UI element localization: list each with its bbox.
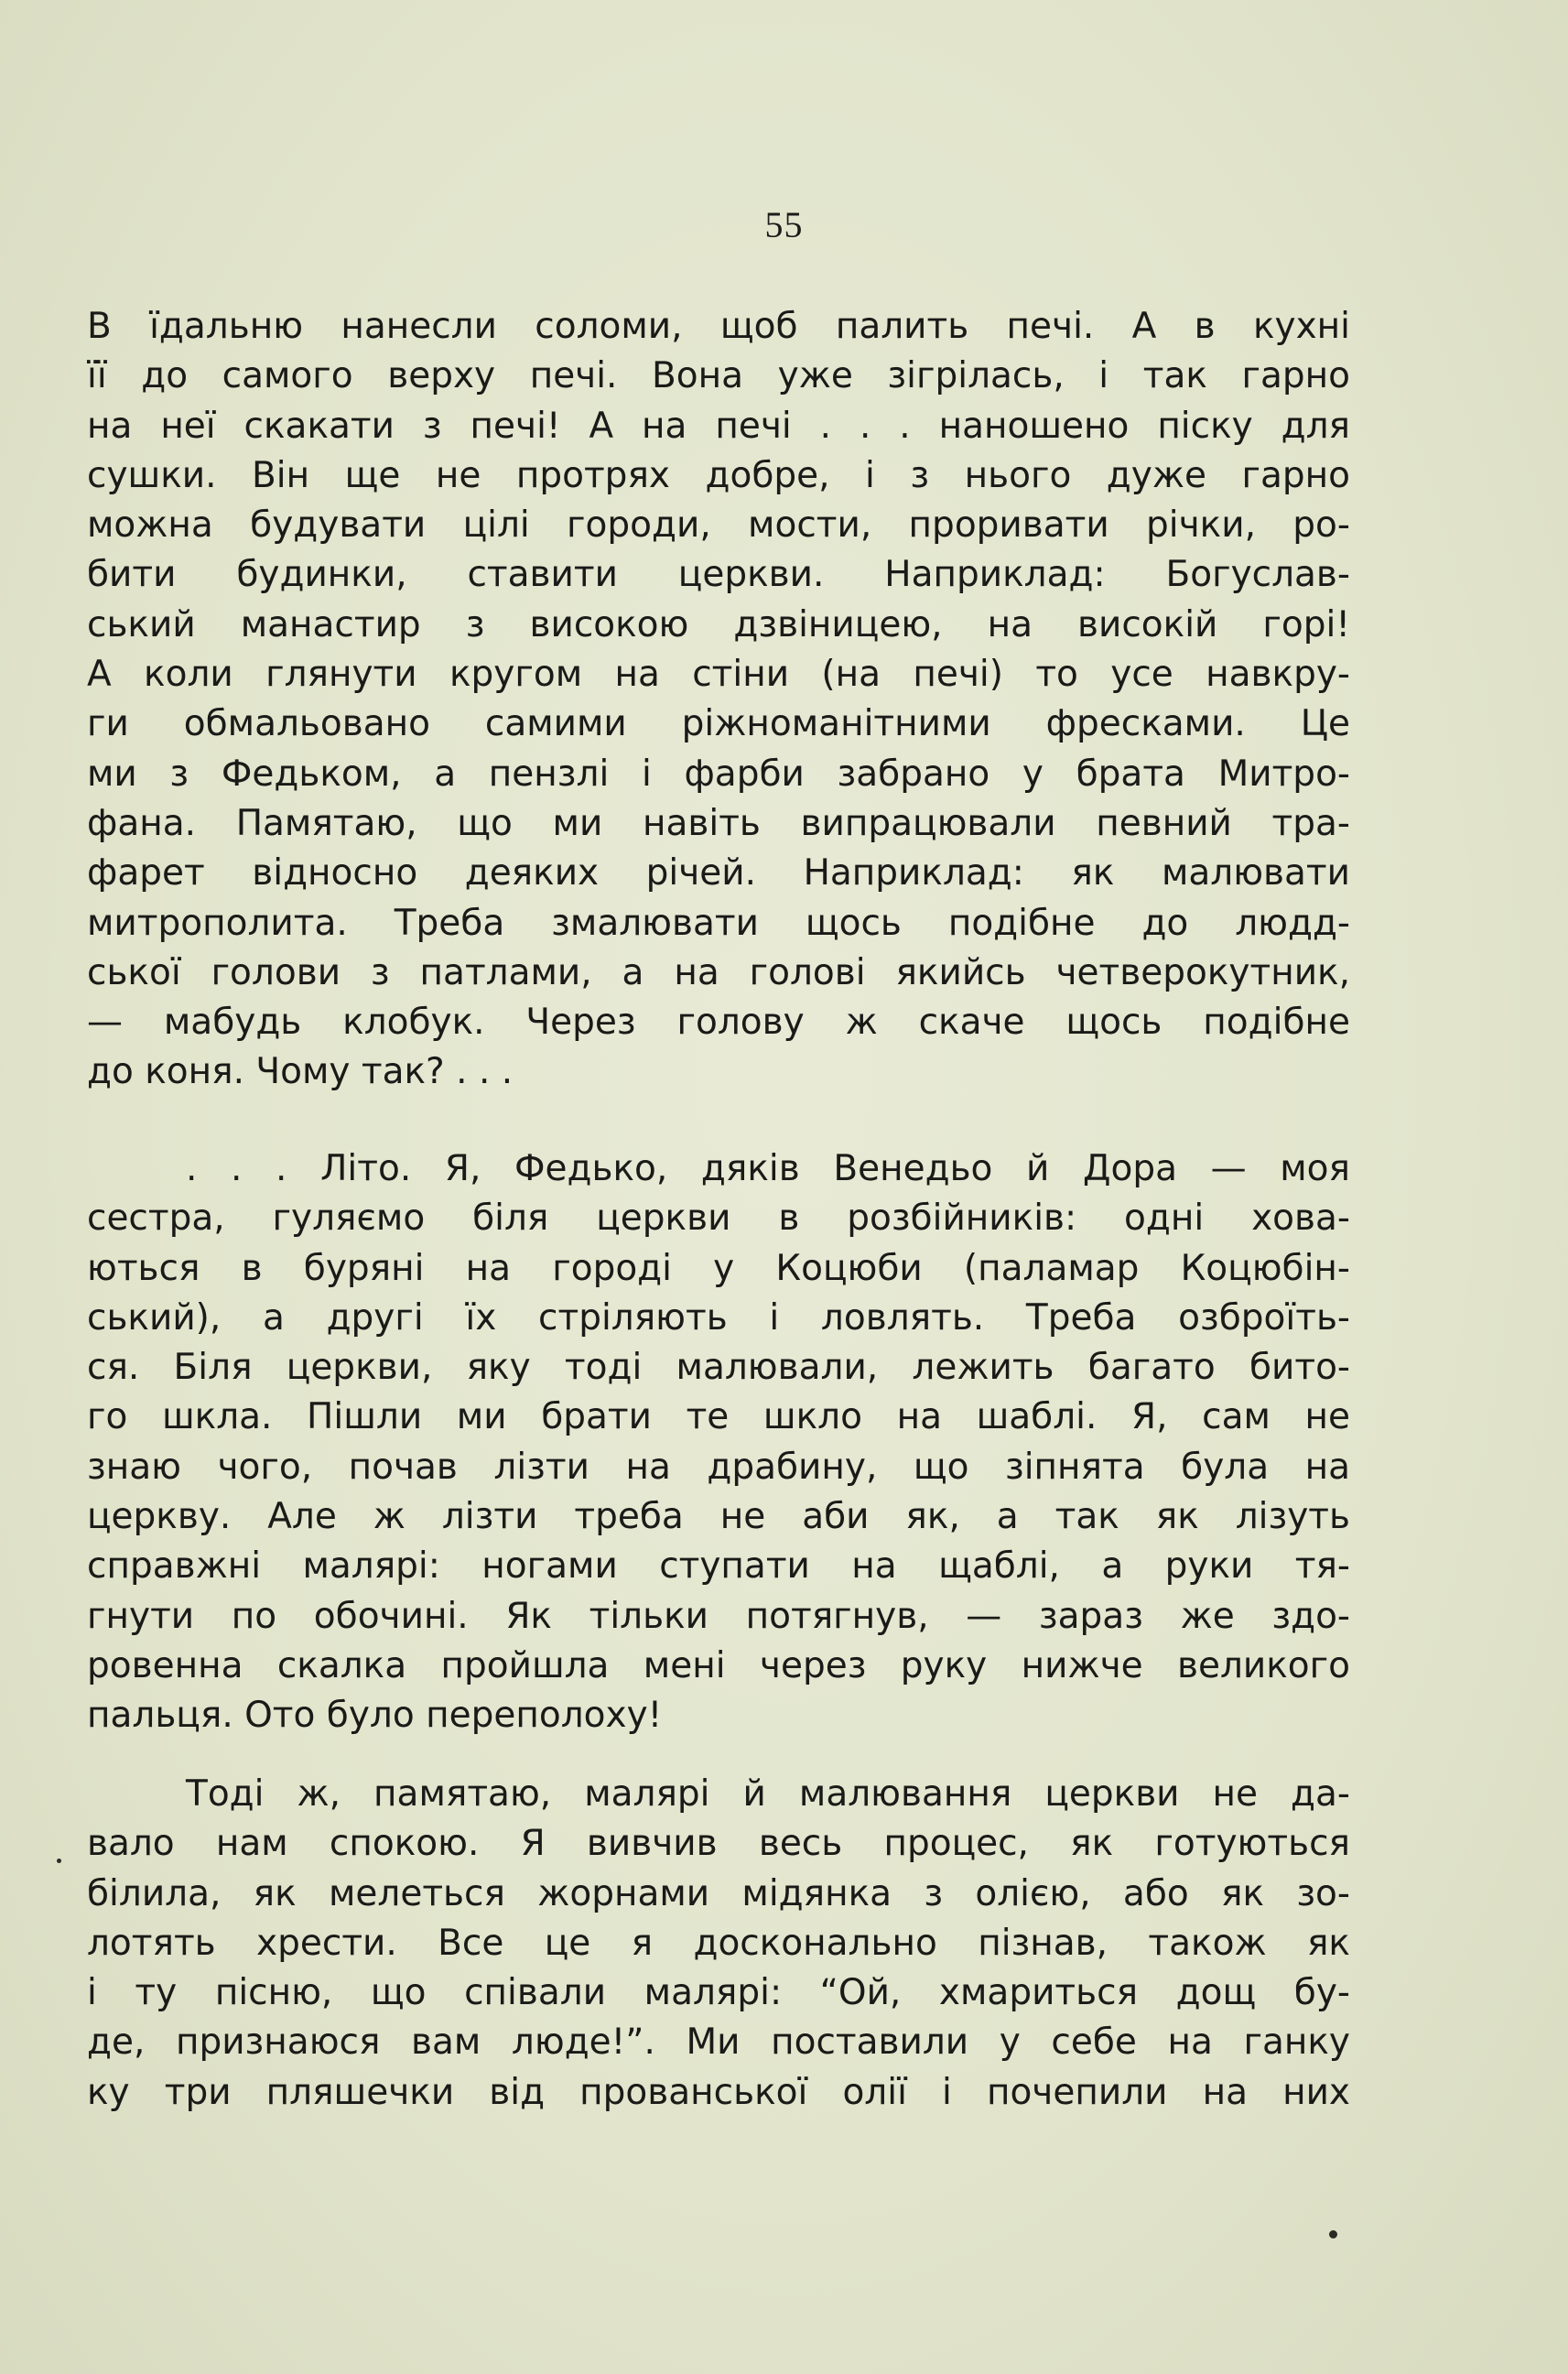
text-line: ський), а другі їх стріляють і ловлять. Треба озброїть-: [87, 1296, 1350, 1339]
text-line: сестра, гуляємо біля церкви в розбійників: одні хова-: [87, 1198, 1350, 1240]
text-line: ми з Федьком, а пензлі і фарби забрано у брата Митро-: [87, 753, 1350, 795]
text-line: гнути по обочині. Як тільки потягнув, — зараз же здо-: [87, 1595, 1350, 1637]
paragraph-2: [87, 1144, 1350, 1741]
text-line: до коня. Чому так? . . .: [87, 1051, 514, 1093]
ink-speck: [57, 1859, 61, 1863]
text-line: митрополита. Треба змалювати щось подібне до людд-: [87, 902, 1350, 944]
text-line: церкву. Але ж лізти треба не аби як, а так як лізуть: [87, 1496, 1350, 1538]
text-line: фана. Памятаю, що ми навіть випрацювали певний тра-: [87, 802, 1350, 844]
text-line: фарет відносно деяких річей. Наприклад: як малювати: [87, 852, 1350, 894]
text-line: бити будинки, ставити церкви. Наприклад: Богуслав-: [87, 554, 1350, 596]
text-line: її до самого верху печі. Вона уже зігрілась, і так гарно: [87, 355, 1350, 397]
text-line: можна будувати цілі городи, мости, проривати річки, ро-: [87, 504, 1350, 547]
text-line: справжні малярі: ногами ступати на щаблі, а руки тя-: [87, 1545, 1350, 1588]
text-line: А коли глянути кругом на стіни (на печі) то усе навкру-: [87, 654, 1350, 696]
text-line: ської голови з патлами, а на голові якийсь четверокутник,: [87, 951, 1350, 993]
text-line: де, признаюся вам люде!”. Ми поставили у себе на ганку: [87, 2022, 1350, 2064]
text-line: ський манастир з високою дзвіницею, на високій горі!: [87, 603, 1350, 645]
text-line: ся. Біля церкви, яку тоді малювали, лежить багато бито-: [87, 1347, 1350, 1389]
text-line: — мабудь клобук. Через голову ж скаче щось подібне: [87, 1002, 1350, 1044]
text-line: В їдальню нанесли соломи, щоб палить печі. А в кухні: [87, 306, 1350, 347]
text-line: сушки. Він ще не протрях добре, і з нього дуже гарно: [87, 454, 1350, 496]
paragraph-1: [87, 302, 1350, 1098]
text-line: білила, як мелеться жорнами мідянка з олією, або як зо-: [87, 1872, 1350, 1914]
ink-speck: [1329, 2230, 1337, 2238]
text-line: ються в буряні на городі у Коцюби (паламар Коцюбін-: [87, 1247, 1350, 1289]
text-line: знаю чого, почав лізти на драбину, що зіпнята була на: [87, 1446, 1350, 1488]
text-line: . . . Літо. Я, Федько, дяків Венедьо й Дора — моя: [186, 1148, 1350, 1189]
text-line: Тоді ж, памятаю, малярі й малювання церкви не да-: [186, 1773, 1350, 1815]
text-line: го шкла. Пішли ми брати те шкло на шаблі. Я, сам не: [87, 1396, 1350, 1438]
paragraph-3: [87, 1770, 1350, 2118]
text-line: вало нам спокою. Я вивчив весь процес, як готуються: [87, 1823, 1350, 1865]
page-number: 55: [764, 204, 804, 245]
text-line: на неї скакати з печі! А на печі . . . наношено піску для: [87, 405, 1350, 447]
text-line: ровенна скалка пройшла мені через руку нижче великого: [87, 1644, 1350, 1686]
text-line: ги обмальовано самими ріжноманітними фресками. Це: [87, 703, 1350, 745]
text-line: пальця. Ото було переполоху!: [87, 1695, 663, 1737]
text-line: лотять хрести. Все це я досконально пізнав, також як: [87, 1922, 1350, 1964]
text-line: ку три пляшечки від прованської олії і почепили на них: [87, 2071, 1350, 2113]
text-line: і ту пісню, що співали малярі: “Ой, хмариться дощ бу-: [87, 1972, 1350, 2014]
